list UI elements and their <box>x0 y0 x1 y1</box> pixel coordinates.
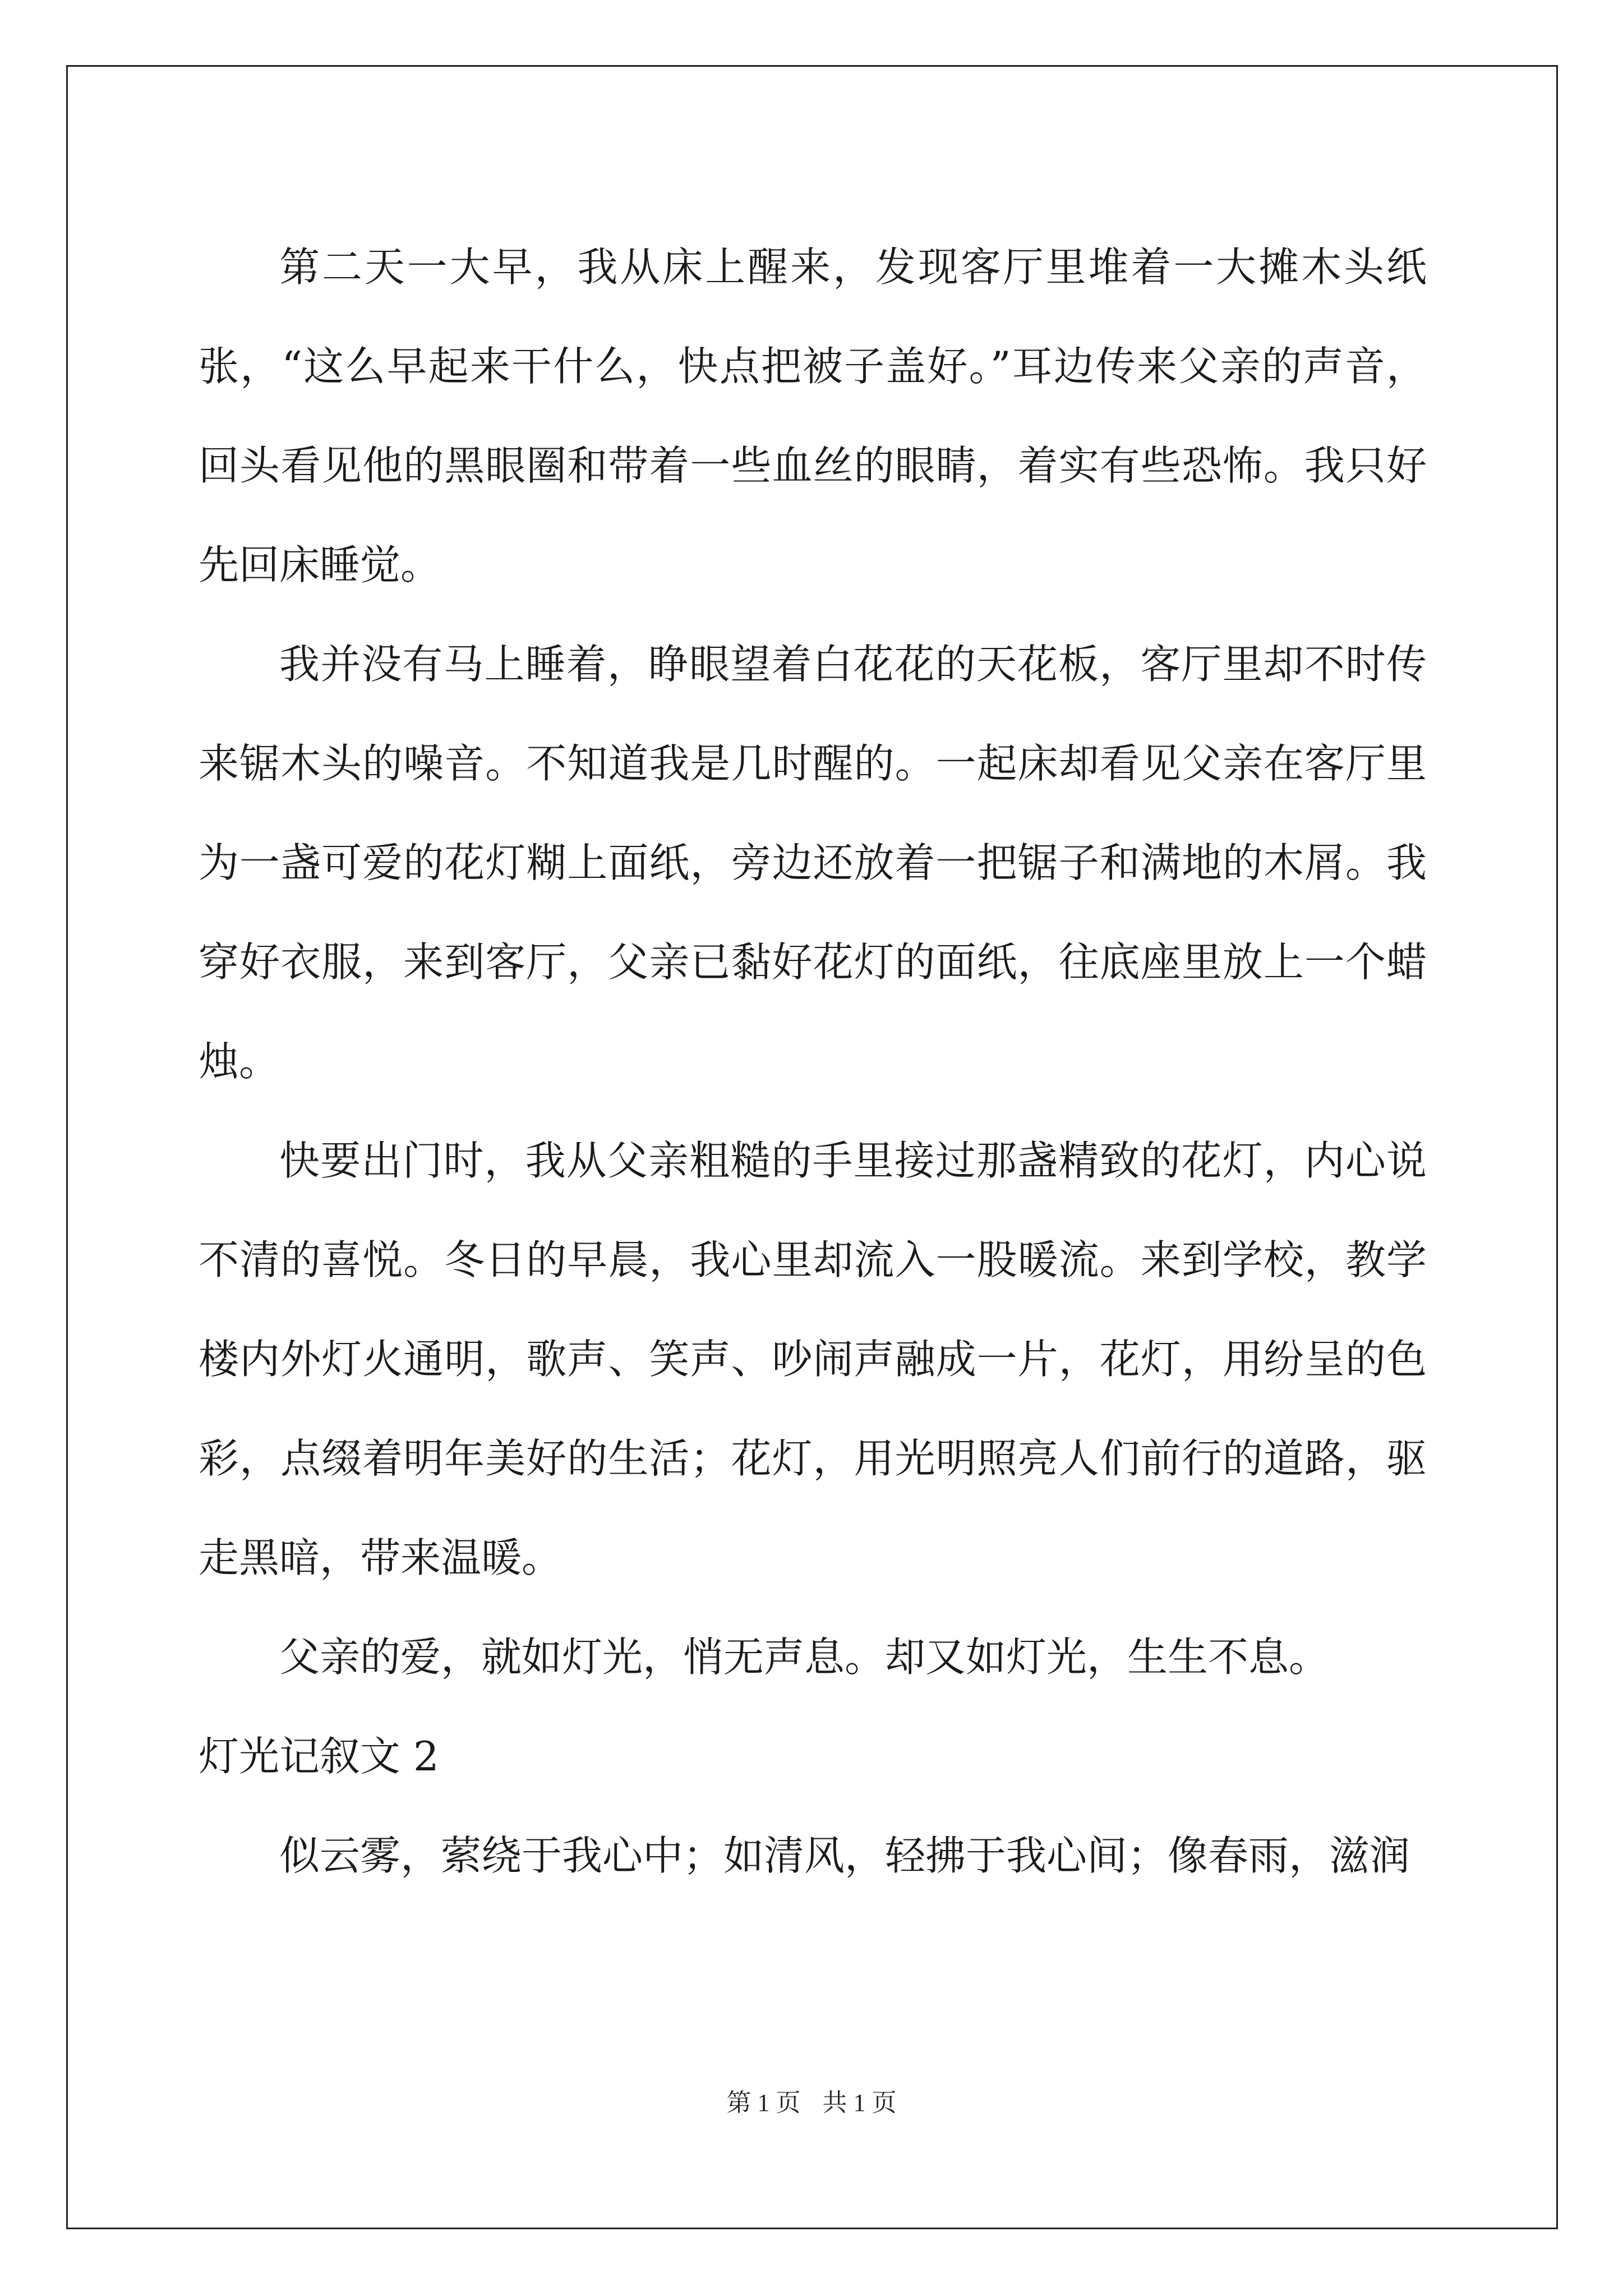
document-body <box>199 218 1427 1906</box>
paragraph-5: 似云雾，萦绕于我心中；如清风，轻拂于我心间；像春雨，滋润 <box>279 1832 1410 1879</box>
paragraph-4: 父亲的爱，就如灯光，悄无声息。却又如灯光，生生不息。 <box>279 1634 1330 1681</box>
paragraph-1: 第二天一大早，我从床上醒来，发现客厅里堆着一大摊木头纸张，“这么早起来干什么，快点把被子盖好。”耳边传来父亲的声音，回头看见他的黑眼圈和带着一些血丝的眼睛，着实有些恐怖。我只好先回床睡觉。 <box>199 243 1427 588</box>
page-footer <box>0 2082 1623 2118</box>
page-total: 共 1 页 <box>822 2089 897 2116</box>
page-number: 第 1 页 <box>726 2089 801 2116</box>
paragraph-3: 快要出门时，我从父亲粗糙的手里接过那盏精致的花灯，内心说不清的喜悦。冬日的早晨，我心里却流入一股暖流。来到学校，教学楼内外灯火通明，歌声、笑声、吵闹声融成一片，花灯，用纷呈的色彩，点缀着明年美好的生活；花灯，用光明照亮人们前行的道路，驱走黑暗，带来温暖。 <box>199 1137 1427 1581</box>
section-heading: 灯光记叙文 2 <box>199 1733 439 1780</box>
paragraph-2: 我并没有马上睡着，睁眼望着白花花的天花板，客厅里却不时传来锯木头的噪音。不知道我是几时醒的。一起床却看见父亲在客厅里为一盏可爱的花灯糊上面纸，旁边还放着一把锯子和满地的木屑。我穿好衣服，来到客厅，父亲已黏好花灯的面纸，往底座里放上一个蜡烛。 <box>199 641 1427 1085</box>
